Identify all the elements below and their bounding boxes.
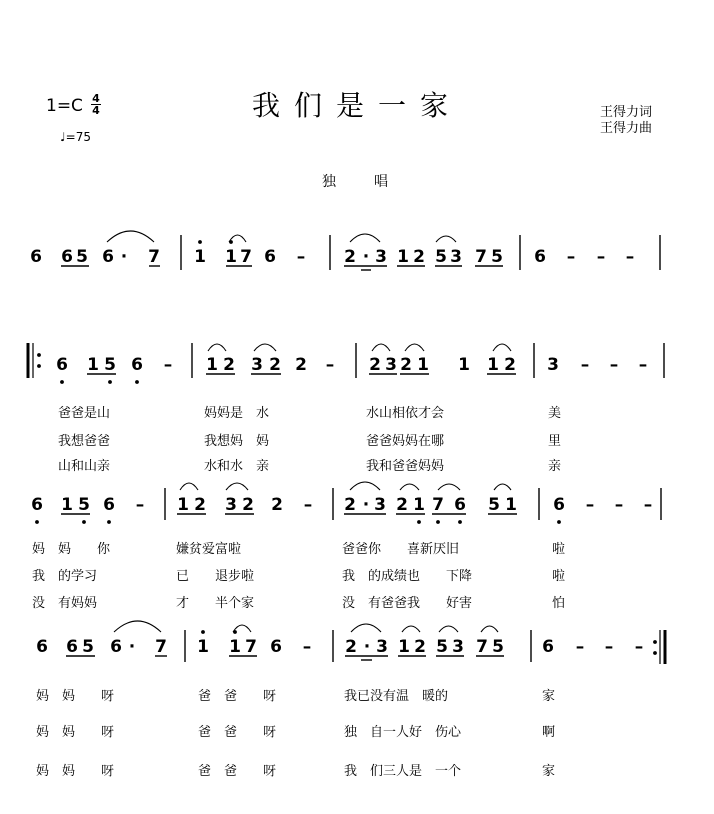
lyric-line: 妈 妈 你 (32, 542, 111, 557)
jianpu-note: 2 (344, 495, 356, 515)
jianpu-note: 6 (61, 247, 73, 267)
lyric-line: 独 自一人好 伤心 (344, 725, 462, 740)
jianpu-note: 3 (375, 247, 387, 267)
jianpu-note: 6 (534, 247, 546, 267)
slur-arc (350, 482, 380, 490)
lyric-line: 没 有爸爸我 好害 (342, 596, 473, 611)
jianpu-note: 3 (452, 637, 464, 657)
lyric-line: 啦 (552, 542, 566, 557)
slur-arc (254, 344, 276, 351)
slur-arc (438, 484, 460, 490)
slur-arc (400, 484, 419, 490)
low-octave-dot (108, 380, 112, 384)
jianpu-note: – (302, 637, 312, 657)
lyric-line: 嫌贫爱富啦 (176, 542, 242, 557)
lyric-line: 我 的学习 (32, 569, 98, 584)
jianpu-note: 5 (436, 637, 448, 657)
jianpu-note: 6 (36, 637, 48, 657)
slur-arc (372, 344, 390, 351)
jianpu-note: 6 (542, 637, 554, 657)
jianpu-note: 5 (492, 637, 504, 657)
jianpu-note: – (614, 495, 624, 515)
jianpu-note: 5 (76, 247, 88, 267)
repeat-dot (653, 651, 657, 655)
lyric-line: 爸 爸 呀 (198, 689, 277, 704)
jianpu-note: 6 (553, 495, 565, 515)
jianpu-note: 1 (397, 247, 409, 267)
slur-arc (350, 234, 380, 242)
jianpu-note: – (638, 355, 648, 375)
jianpu-note: 3 (385, 355, 397, 375)
slur-arc (226, 483, 248, 490)
low-octave-dot (82, 520, 86, 524)
jianpu-note: 1 (487, 355, 499, 375)
slur-arc (114, 621, 161, 632)
low-octave-dot (107, 520, 111, 524)
jianpu-note: 1 (61, 495, 73, 515)
lyric-line: 水山相依才会 (366, 406, 445, 421)
jianpu-note: · (120, 247, 128, 267)
jianpu-note: 6 (270, 637, 282, 657)
jianpu-note: 6 (31, 495, 43, 515)
jianpu-note: – (303, 495, 313, 515)
lyric-line: 爸 爸 呀 (198, 764, 277, 779)
lyric-line: 家 (542, 764, 556, 779)
lyric-line: 啊 (542, 725, 556, 740)
jianpu-note: – (163, 355, 173, 375)
jianpu-note: 5 (82, 637, 94, 657)
lyric-line: 爸 爸 呀 (198, 725, 277, 740)
jianpu-note: 6 (30, 247, 42, 267)
jianpu-note: 1 (398, 637, 410, 657)
jianpu-note: 1 (87, 355, 99, 375)
lyricist-credit: 王得力词 (600, 105, 653, 120)
jianpu-note: 5 (104, 355, 116, 375)
jianpu-note: 1 (417, 355, 429, 375)
jianpu-note: · (362, 247, 370, 267)
slur-arc (208, 344, 226, 351)
low-octave-dot (436, 520, 440, 524)
tempo-marking: ♩=75 (60, 130, 91, 144)
jianpu-note: 2 (369, 355, 381, 375)
jianpu-note: 6 (56, 355, 68, 375)
low-octave-dot (417, 520, 421, 524)
jianpu-note: 1 (197, 637, 209, 657)
jianpu-note: 6 (102, 247, 114, 267)
jianpu-note: 3 (251, 355, 263, 375)
time-signature-bottom: 4 (92, 104, 100, 117)
low-octave-dot (35, 520, 39, 524)
slur-arc (481, 626, 498, 632)
jianpu-note: 2 (413, 247, 425, 267)
jianpu-note: – (596, 247, 606, 267)
lyric-line: 妈 妈 呀 (36, 725, 115, 740)
jianpu-note: 3 (225, 495, 237, 515)
jianpu-note: 2 (344, 247, 356, 267)
lyric-line: 怕 (552, 596, 566, 611)
jianpu-note: 2 (400, 355, 412, 375)
jianpu-note: – (625, 247, 635, 267)
slur-arc (180, 483, 198, 490)
jianpu-note: – (296, 247, 306, 267)
jianpu-note: 2 (504, 355, 516, 375)
jianpu-note: – (135, 495, 145, 515)
jianpu-note: 3 (450, 247, 462, 267)
jianpu-note: 3 (547, 355, 559, 375)
jianpu-note: 2 (242, 495, 254, 515)
jianpu-note: 3 (374, 495, 386, 515)
slur-arc (436, 236, 456, 242)
jianpu-note: 2 (194, 495, 206, 515)
jianpu-note: 1 (206, 355, 218, 375)
lyric-line: 我想妈 妈 (204, 434, 270, 449)
jianpu-note: 7 (476, 637, 488, 657)
jianpu-note: 7 (475, 247, 487, 267)
jianpu-note: 7 (155, 637, 167, 657)
repeat-dot (37, 364, 41, 368)
time-signature-top: 4 (92, 92, 100, 105)
jianpu-note: 7 (148, 247, 160, 267)
jianpu-note: 2 (396, 495, 408, 515)
low-octave-dot (458, 520, 462, 524)
low-octave-dot (60, 380, 64, 384)
repeat-dot (653, 640, 657, 644)
performance-type: 独 唱 (322, 174, 400, 190)
lyric-line: 妈妈是 水 (204, 406, 270, 421)
lyric-line: 我 们三人是 一个 (344, 764, 462, 779)
lyric-line: 美 (548, 406, 562, 421)
jianpu-note: – (325, 355, 335, 375)
lyric-line: 山和山亲 (58, 459, 111, 474)
jianpu-note: – (585, 495, 595, 515)
jianpu-note: 6 (454, 495, 466, 515)
lyric-line: 已 退步啦 (176, 569, 255, 584)
jianpu-note: · (128, 637, 136, 657)
slur-arc (439, 626, 458, 632)
jianpu-note: 2 (295, 355, 307, 375)
high-octave-dot (198, 240, 202, 244)
lyric-line: 家 (542, 689, 556, 704)
jianpu-note: 7 (240, 247, 252, 267)
jianpu-note: – (575, 637, 585, 657)
jianpu-note: 6 (103, 495, 115, 515)
jianpu-note: 7 (245, 637, 257, 657)
slur-arc (107, 231, 154, 242)
song-title: 我们是一家 (252, 89, 463, 122)
jianpu-note: · (363, 637, 371, 657)
slur-arc (402, 626, 420, 632)
lyric-line: 我和爸爸妈妈 (366, 459, 445, 474)
lyric-line: 爸爸是山 (58, 406, 111, 421)
slur-arc (493, 344, 511, 351)
lyric-line: 里 (548, 434, 562, 449)
jianpu-note: – (643, 495, 653, 515)
lyric-line: 亲 (548, 459, 562, 474)
lyric-line: 啦 (552, 569, 566, 584)
low-octave-dot (135, 380, 139, 384)
slur-arc (494, 484, 511, 490)
jianpu-note: 2 (271, 495, 283, 515)
lyric-line: 才 半个家 (176, 596, 255, 611)
lyric-line: 我已没有温 暖的 (344, 689, 449, 704)
jianpu-note: 1 (413, 495, 425, 515)
lyric-line: 水和水 亲 (204, 459, 270, 474)
jianpu-note: 1 (225, 247, 237, 267)
jianpu-note: 6 (66, 637, 78, 657)
jianpu-note: 2 (223, 355, 235, 375)
jianpu-note: – (604, 637, 614, 657)
jianpu-note: 2 (345, 637, 357, 657)
jianpu-note: 5 (488, 495, 500, 515)
jianpu-note: · (362, 495, 370, 515)
lyric-line: 我 的成绩也 下降 (342, 569, 473, 584)
jianpu-note: – (609, 355, 619, 375)
lyric-line: 我想爸爸 (58, 434, 111, 449)
lyric-line: 爸爸妈妈在哪 (366, 434, 445, 449)
jianpu-note: – (580, 355, 590, 375)
lyric-line: 爸爸你 喜新厌旧 (342, 542, 460, 557)
jianpu-note: – (566, 247, 576, 267)
high-octave-dot (201, 630, 205, 634)
jianpu-note: 1 (505, 495, 517, 515)
jianpu-note: 6 (264, 247, 276, 267)
jianpu-note: 7 (432, 495, 444, 515)
lyric-line: 没 有妈妈 (32, 596, 98, 611)
jianpu-note: 3 (376, 637, 388, 657)
low-octave-dot (557, 520, 561, 524)
slur-arc (351, 624, 381, 632)
jianpu-note: 2 (414, 637, 426, 657)
lyric-line: 妈 妈 呀 (36, 764, 115, 779)
repeat-dot (37, 353, 41, 357)
jianpu-note: 1 (177, 495, 189, 515)
jianpu-note: 1 (458, 355, 470, 375)
jianpu-note: 6 (131, 355, 143, 375)
jianpu-note: 2 (269, 355, 281, 375)
jianpu-note: 5 (491, 247, 503, 267)
jianpu-note: 1 (194, 247, 206, 267)
key-signature: 1=C (46, 96, 83, 116)
jianpu-note: 1 (229, 637, 241, 657)
jianpu-note: – (634, 637, 644, 657)
jianpu-note: 5 (78, 495, 90, 515)
jianpu-note: 6 (110, 637, 122, 657)
slur-arc (405, 344, 424, 351)
jianpu-note: 5 (435, 247, 447, 267)
lyric-line: 妈 妈 呀 (36, 689, 115, 704)
composer-credit: 王得力曲 (600, 121, 653, 136)
